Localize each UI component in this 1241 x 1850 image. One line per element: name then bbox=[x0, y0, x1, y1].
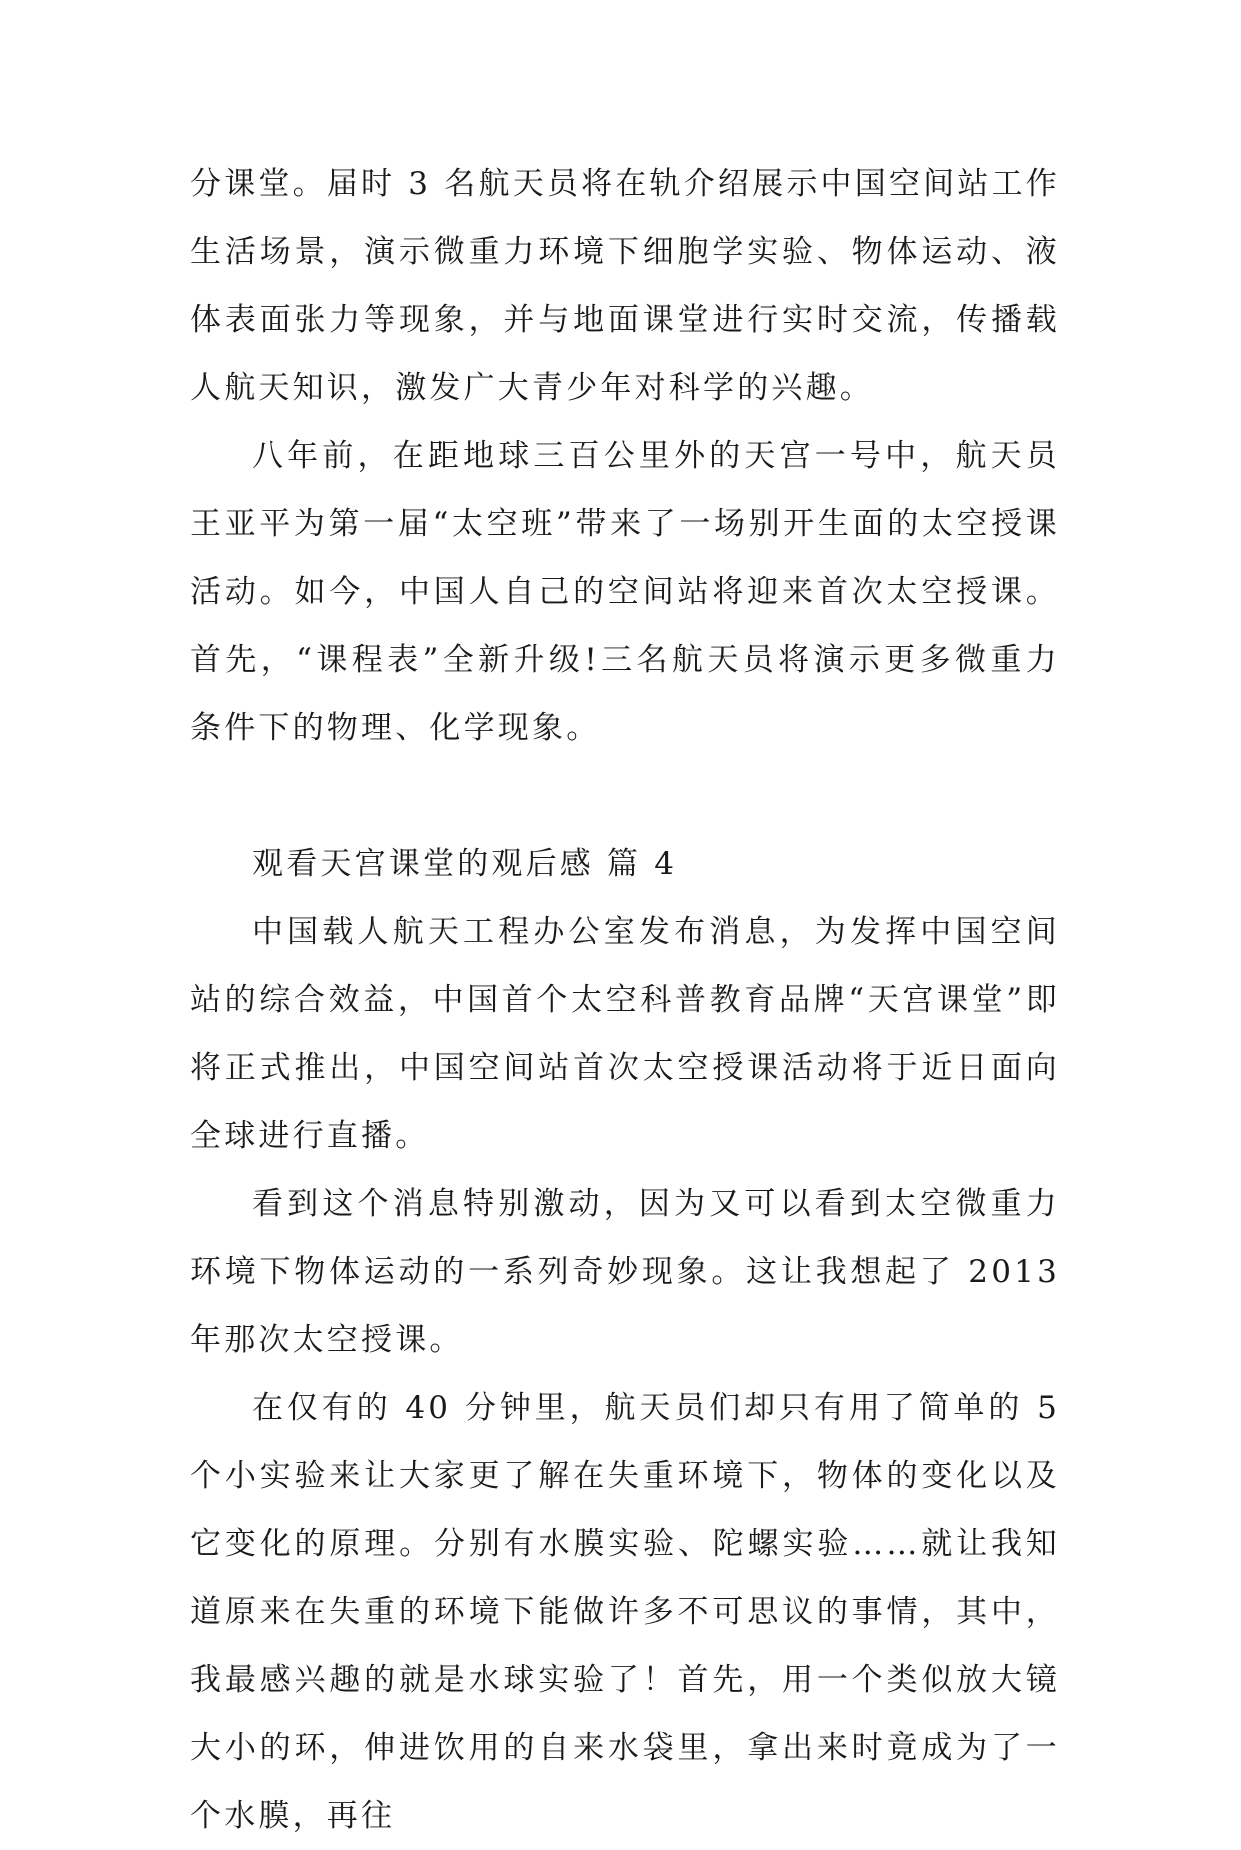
paragraph: 八年前，在距地球三百公里外的天宫一号中，航天员王亚平为第一届“太空班”带来了一场别开生面的太空授课活动。如今，中国人自己的空间站将迎来首次太空授课。首先，“课程表”全新升级!三名航天员将演示更多微重力条件下的物理、化学现象。 bbox=[190, 438, 1060, 746]
document-body bbox=[190, 150, 1060, 1850]
paragraph: 在仅有的 40 分钟里，航天员们却只有用了简单的 5 个小实验来让大家更了解在失重环境下，物体的变化以及它变化的原理。分别有水膜实验、陀螺实验……就让我知道原来在失重的环境下能做许多不可思议的事情，其中，我最感兴趣的就是水球实验了！首先，用一个类似放大镜大小的环，伸进饮用的自来水袋里，拿出来时竟成为了一个水膜，再往 bbox=[190, 1390, 1060, 1834]
paragraph: 看到这个消息特别激动，因为又可以看到太空微重力环境下物体运动的一系列奇妙现象。这让我想起了 2013 年那次太空授课。 bbox=[190, 1186, 1060, 1358]
paragraph: 中国载人航天工程办公室发布消息，为发挥中国空间站的综合效益，中国首个太空科普教育品牌“天宫课堂”即将正式推出，中国空间站首次太空授课活动将于近日面向全球进行直播。 bbox=[190, 914, 1060, 1154]
paragraph-continued: 分课堂。届时 3 名航天员将在轨介绍展示中国空间站工作生活场景，演示微重力环境下细胞学实验、物体运动、液体表面张力等现象，并与地面课堂进行实时交流，传播载人航天知识，激发广大青少年对科学的兴趣。 bbox=[190, 166, 1060, 406]
section-title: 观看天宫课堂的观后感 篇 4 bbox=[252, 846, 678, 882]
